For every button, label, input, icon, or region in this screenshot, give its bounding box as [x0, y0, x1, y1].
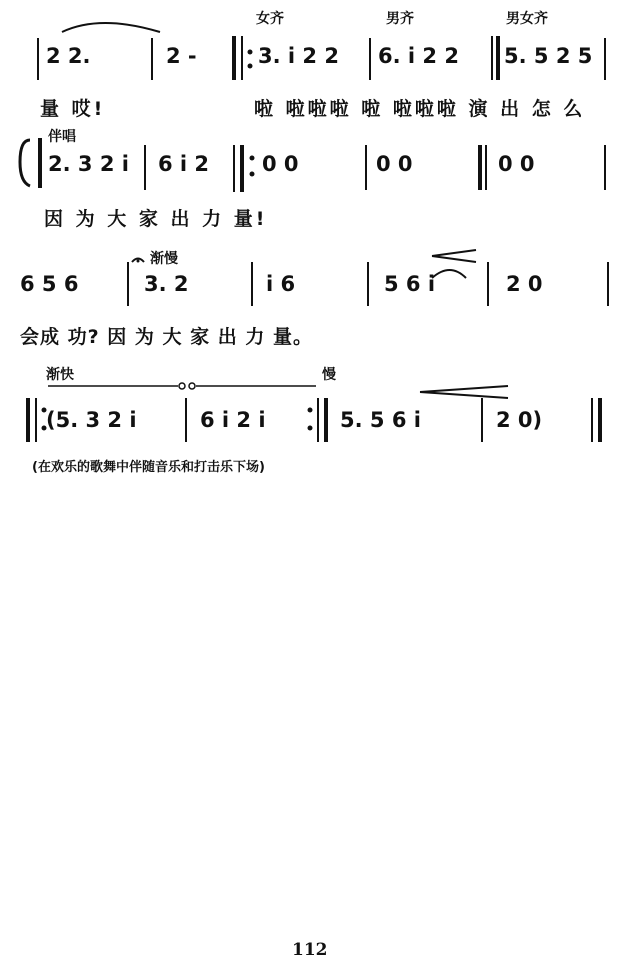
s3-measure-2: 3. 2: [144, 272, 189, 296]
s3-lyric: 会成 功? 因 为 大 家 出 力 量。: [20, 326, 313, 348]
s3-measure-4: 5 6 i: [384, 272, 436, 296]
s2-measure-1: 2. 3 2 i: [48, 152, 129, 176]
s3-measure-5: 2 0: [506, 272, 543, 296]
s4-measure-2: 6 i 2 i: [200, 408, 266, 432]
s3-measure-1: 6 5 6: [20, 272, 79, 296]
s1-measure-5: 5. 5 2 5: [504, 44, 593, 68]
part-mark-all: 男女齐: [506, 11, 548, 27]
s1-measure-3: 3. i 2 2: [258, 44, 339, 68]
s1-measure-4: 6. i 2 2: [378, 44, 459, 68]
s2-measure-2: 6 i 2: [158, 152, 210, 176]
s2-measure-3: 0 0: [262, 152, 299, 176]
s1-measure-1: 2 2.: [46, 44, 91, 68]
accompaniment-label: 伴唱: [48, 129, 76, 145]
page-number: 112: [292, 940, 328, 960]
s1-lyric-a: 量 哎!: [40, 98, 106, 120]
s2-lyric: 因 为 大 家 出 力 量!: [44, 208, 268, 230]
tempo-accelerating: 渐快: [46, 367, 74, 383]
s1-measure-2: 2 -: [166, 44, 197, 68]
s4-measure-1: (5. 3 2 i: [46, 408, 137, 432]
tempo-slowing: 渐慢: [150, 251, 178, 267]
tempo-slow: 慢: [322, 367, 336, 383]
s1-lyric-b: 啦 啦啦啦 啦 啦啦啦 演 出 怎 么: [254, 98, 586, 120]
s2-measure-4: 0 0: [376, 152, 413, 176]
stage-direction: (在欢乐的歌舞中伴随音乐和打击乐下场): [32, 460, 265, 475]
s2-measure-5: 0 0: [498, 152, 535, 176]
s4-measure-4: 2 0): [496, 408, 543, 432]
part-mark-women: 女齐: [256, 11, 284, 27]
s4-measure-3: 5. 5 6 i: [340, 408, 421, 432]
s3-measure-3: i 6: [266, 272, 296, 296]
part-mark-men: 男齐: [386, 11, 414, 27]
